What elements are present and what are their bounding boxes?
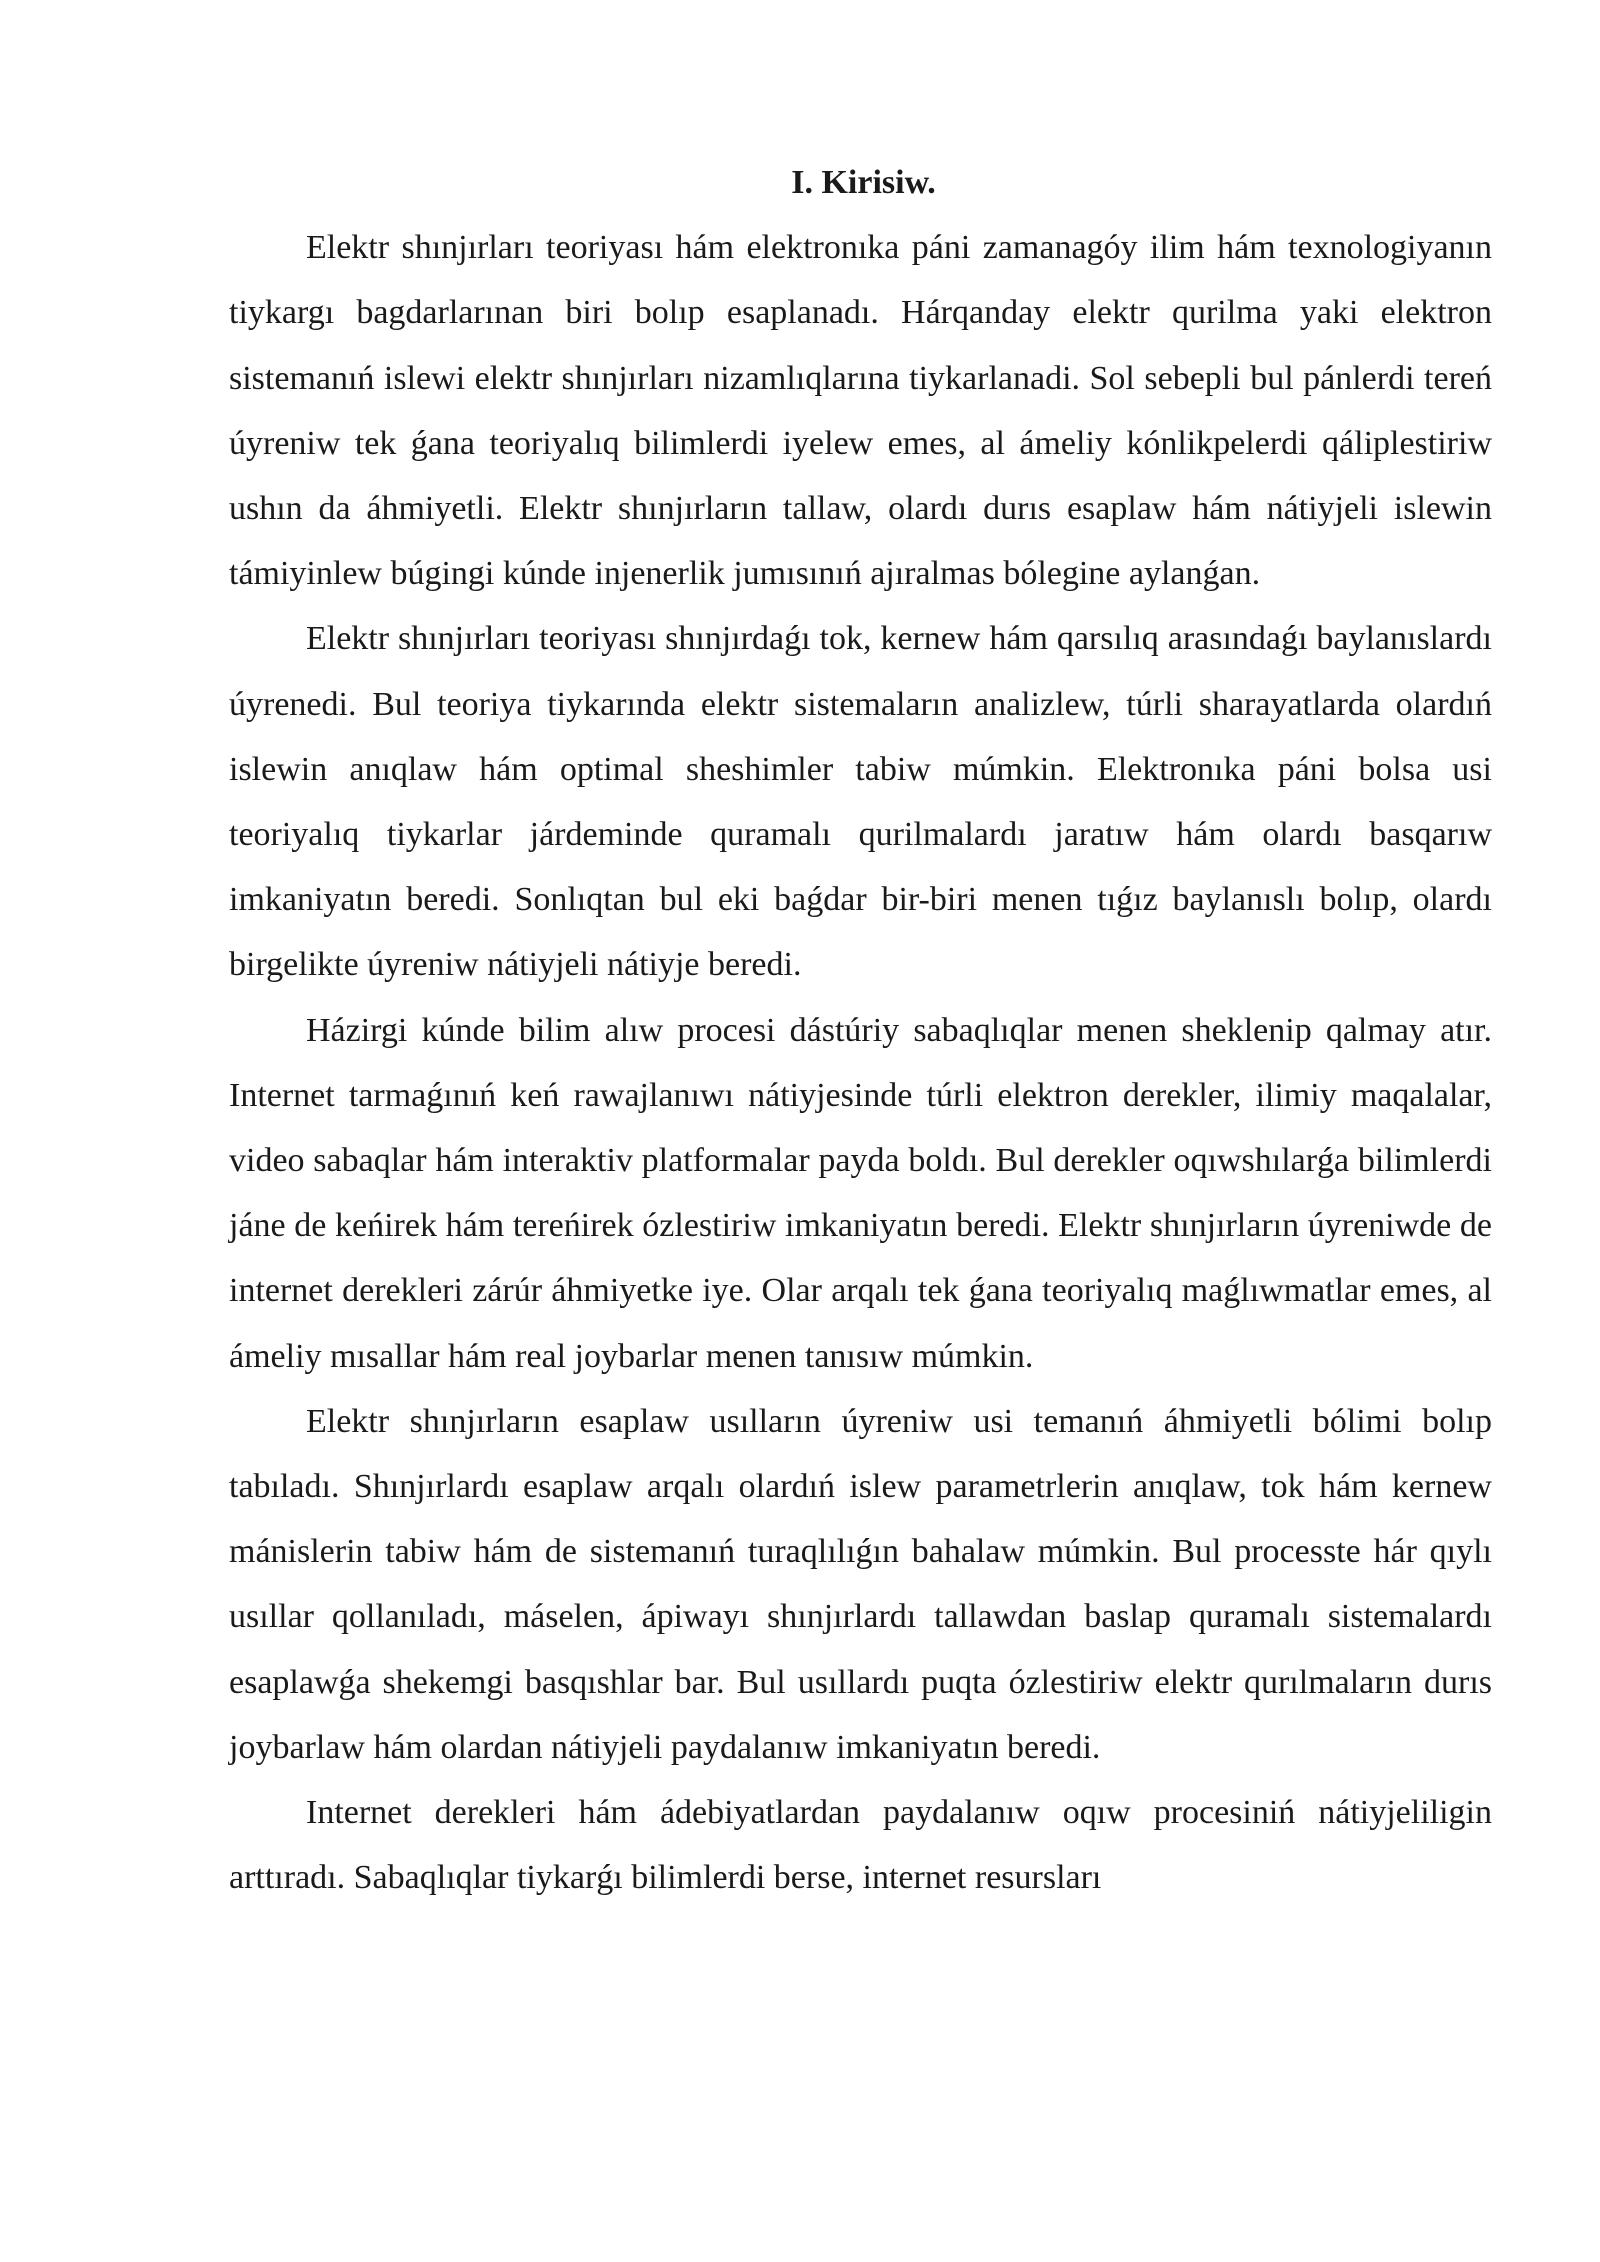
section-title: I. Kirisiw. <box>791 164 936 201</box>
paragraph-1: Elektr shınjırları teoriyası hám elektronıka páni zamanagóy ilim hám texnologiyanın tiykargı bagdarlarınan biri bolıp esaplanadı. Hárqanday elektr qurilma yaki elektron sistemanıń islewi elektr shınjırları nizamlıqlarına tiykarlanadi. Sol sebepli bul pánlerdi tereń úyreniw tek ǵana teoriyalıq bilimlerdi iyelew emes, al ámeliy kónlikpelerdi qáliplestiriw ushın da áhmiyetli. Elektr shınjırların tallaw, olardı durıs esaplaw hám nátiyjeli islewin támiyinlew búgingi kúnde injenerlik jumısınıń ajıralmas bólegine aylanǵan. <box>229 229 1492 593</box>
document-page <box>229 150 1492 1910</box>
paragraph-5: Internet derekleri hám ádebiyatlardan paydalanıw oqıw procesiniń nátiyjeliligin arttıradı. Sabaqlıqlar tiykarǵı bilimlerdi berse, internet resursları <box>229 1794 1492 1897</box>
paragraph-3: Házirgi kúnde bilim alıw procesi dástúriy sabaqlıqlar menen sheklenip qalmay atır. Internet tarmaǵınıń keń rawajlanıwı nátiyjesinde túrli elektron derekler, ilimiy maqalalar, video sabaqlar hám interaktiv platformalar payda boldı. Bul derekler oqıwshılarǵa bilimlerdi jáne de keńirek hám tereńirek ózlestiriw imkaniyatın beredi. Elektr shınjırların úyreniwde de internet derekleri zárúr áhmiyetke iye. Olar arqalı tek ǵana teoriyalıq maǵlıwmatlar emes, al ámeliy mısallar hám real joybarlar menen tanısıw múmkin. <box>229 1011 1492 1375</box>
paragraph-2: Elektr shınjırları teoriyası shınjırdaǵı tok, kernew hám qarsılıq arasındaǵı baylanıslardı úyrenedi. Bul teoriya tiykarında elektr sistemaların analizlew, túrli sharayatlarda olardıń islewin anıqlaw hám optimal sheshimler tabiw múmkin. Elektronıka páni bolsa usi teoriyalıq tiykarlar járdeminde quramalı qurilmalardı jaratıw hám olardı basqarıw imkaniyatın beredi. Sonlıqtan bul eki baǵdar bir-biri menen tıǵız baylanıslı bolıp, olardı birgelikte úyreniw nátiyjeli nátiyje beredi. <box>229 620 1492 984</box>
paragraph-4: Elektr shınjırların esaplaw usılların úyreniw usi temanıń áhmiyetli bólimi bolıp tabıladı. Shınjırlardı esaplaw arqalı olardıń islew parametrlerin anıqlaw, tok hám kernew mánislerin tabiw hám de sistemanıń turaqlılıǵın bahalaw múmkin. Bul processte hár qıylı usıllar qollanıladı, máselen, ápiwayı shınjırlardı tallawdan baslap quramalı sistemalardı esaplawǵa shekemgi basqıshlar bar. Bul usıllardı puqta ózlestiriw elektr qurılmaların durıs joybarlaw hám olardan nátiyjeli paydalanıw imkaniyatın beredi. <box>229 1402 1492 1766</box>
